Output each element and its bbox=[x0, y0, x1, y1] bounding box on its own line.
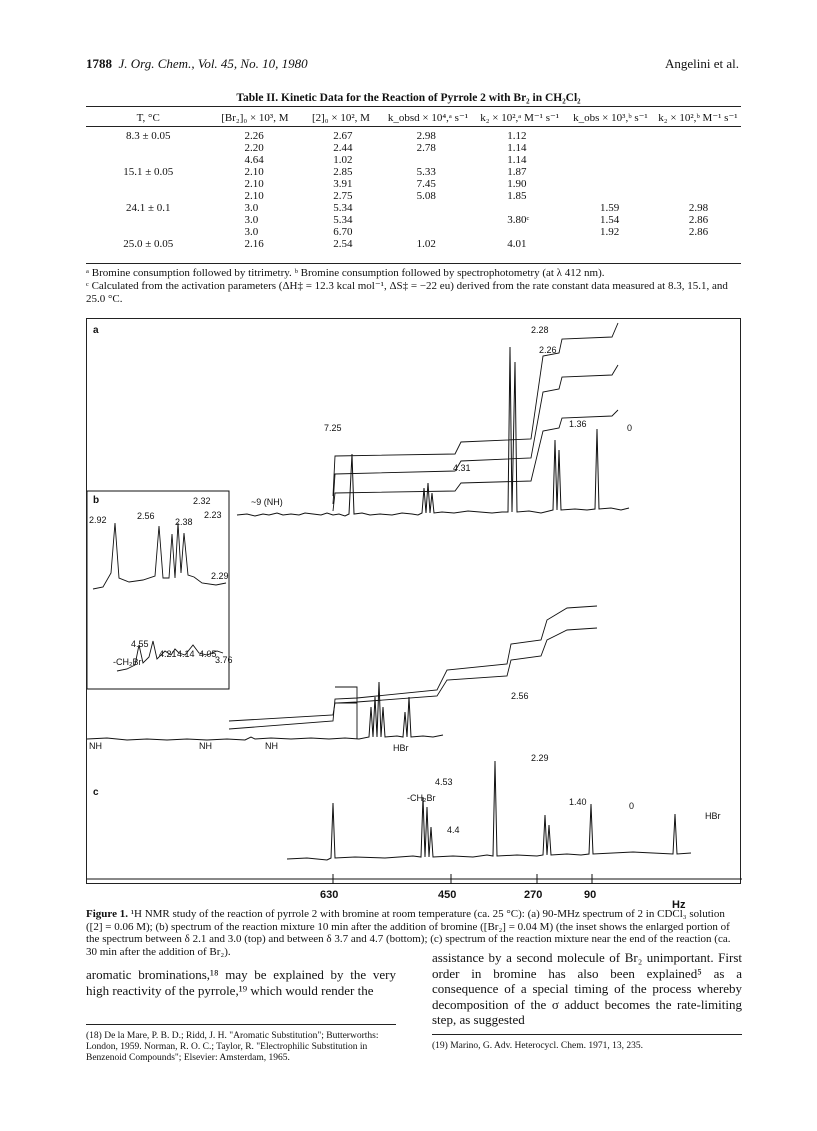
table-cell bbox=[655, 142, 741, 154]
table-cell: 1.14 bbox=[507, 154, 527, 166]
nmr-figure bbox=[86, 318, 741, 884]
table-cell bbox=[566, 142, 655, 154]
table-cell: 1.90 bbox=[507, 178, 527, 190]
table-cell: 24.1 ± 0.1 bbox=[125, 202, 171, 214]
table-cell: 25.0 ± 0.05 bbox=[123, 238, 174, 250]
table-cell: 3.80ᶜ bbox=[507, 214, 530, 226]
integral-b-2 bbox=[229, 628, 597, 721]
peak-label-a: 7.25 bbox=[324, 423, 342, 433]
table-row bbox=[86, 202, 741, 214]
marker-b: NH bbox=[265, 741, 278, 751]
integral-b-1 bbox=[229, 606, 597, 729]
table-cell: 1.14 bbox=[507, 142, 527, 154]
table-row bbox=[86, 178, 741, 190]
table-cell: 8.3 ± 0.05 bbox=[125, 130, 171, 142]
table-cell: 1.85 bbox=[507, 190, 527, 202]
marker-b: NH bbox=[199, 741, 212, 751]
peak-label-a: 2.28 bbox=[531, 325, 549, 335]
inset-peak: 3.76 bbox=[215, 655, 233, 665]
table-footnote-a-b: ᵃ Bromine consumption followed by titrimetry. ᵇ Bromine consumption followed by spectrophotometry (at λ 412 nm). bbox=[86, 267, 605, 279]
table-cell bbox=[86, 214, 210, 226]
col-header: k₂ × 10²,ᵃ M⁻¹ s⁻¹ bbox=[480, 112, 560, 124]
col-header: T, °C bbox=[136, 112, 160, 124]
running-authors: Angelini et al. bbox=[664, 56, 739, 71]
col-header: [2]₀ × 10², M bbox=[311, 112, 370, 124]
x-tick-label: 450 bbox=[438, 889, 457, 901]
table-cell bbox=[566, 178, 655, 190]
inset-peak: 2.29 bbox=[211, 571, 229, 581]
table-cell bbox=[86, 154, 210, 166]
table-cell: 2.10 bbox=[244, 190, 264, 202]
table-cell: 2.54 bbox=[333, 238, 353, 250]
table-cell: 6.70 bbox=[333, 226, 353, 238]
marker-b: HBr bbox=[393, 743, 409, 753]
table-cell: 2.98 bbox=[688, 202, 709, 214]
table-cell: 2.10 bbox=[244, 178, 264, 190]
table-cell bbox=[86, 226, 210, 238]
table-cell: 2.10 bbox=[244, 166, 264, 178]
table-cell: 1.59 bbox=[600, 202, 620, 214]
figure-caption-text: ¹H NMR study of the reaction of pyrrole 2 with bromine at room temperature (ca. 25 °C): (a) 90-MHz spectrum of 2 in CDCl₃ solution ([2] = 0.06 M); (b) spectrum of the reaction mixture 10 min after the addition of bromine ([Br₂] = 0.04 M) (the inset shows the enlarged portion of the spectrum between δ 2.1 and 3.0 (top) and between δ 3.7 and 4.7 (bottom); (c) spectrum of the reaction mixture near the end of the reaction (ca. 30 min after the addition of Br₂). bbox=[86, 908, 731, 958]
table-row bbox=[86, 142, 741, 154]
table-row bbox=[86, 226, 741, 238]
peak-label-b: 2.56 bbox=[511, 691, 529, 701]
table-cell: 1.12 bbox=[507, 130, 527, 142]
table-cell: 1.02 bbox=[333, 154, 353, 166]
table-cell: 2.75 bbox=[333, 190, 353, 202]
marker-b: NH bbox=[89, 741, 102, 751]
table-cell bbox=[655, 190, 741, 202]
table-cell: 1.54 bbox=[600, 214, 620, 226]
table-cell bbox=[86, 190, 210, 202]
table-cell: 3.0 bbox=[244, 202, 259, 214]
table-cell bbox=[655, 238, 741, 250]
integral-b-step bbox=[335, 687, 357, 739]
inset-peak: 4.55 bbox=[131, 639, 149, 649]
table-cell bbox=[383, 226, 474, 238]
spectrum-b-baseline bbox=[87, 682, 443, 740]
table-cell: 2.78 bbox=[416, 142, 436, 154]
x-tick-label: 270 bbox=[524, 889, 543, 901]
table-cell: 2.44 bbox=[333, 142, 353, 154]
nmr-spectra-svg bbox=[87, 319, 742, 885]
inset-peak: 4.14 bbox=[177, 649, 195, 659]
body-text-right: assistance by a second molecule of Br₂ unimportant. First order in bromine has also been explained⁵ as a consequence of a special timing of the process whereby decomposition of the σ adduct becomes the rate-limiting step, as suggested bbox=[432, 950, 742, 1027]
table-row bbox=[86, 238, 741, 250]
inset-peak: 4.21 bbox=[159, 649, 177, 659]
table-header-row bbox=[86, 112, 741, 124]
inset-peak: 2.23 bbox=[204, 510, 222, 520]
peak-label-c: 0 bbox=[629, 801, 635, 811]
journal-citation: J. Org. Chem., Vol. 45, No. 10, 1980 bbox=[118, 56, 308, 71]
table-cell bbox=[566, 190, 655, 202]
table-cell: 2.20 bbox=[244, 142, 264, 154]
table-caption: Table II. Kinetic Data for the Reaction of Pyrrole 2 with Br₂ in CH₂Cl₂ bbox=[236, 92, 581, 104]
table-cell: 15.1 ± 0.05 bbox=[123, 166, 174, 178]
table-cell bbox=[566, 130, 655, 142]
table-cell: 2.98 bbox=[416, 130, 436, 142]
table-cell: 2.16 bbox=[244, 238, 264, 250]
page-number: 1788 bbox=[86, 56, 112, 71]
inset-peak: 2.32 bbox=[193, 496, 211, 506]
peak-label-a: 1.36 bbox=[569, 419, 587, 429]
peak-label-c: 1.40 bbox=[569, 797, 587, 807]
x-tick-label: 90 bbox=[584, 889, 597, 901]
peak-label-c: HBr bbox=[705, 811, 721, 821]
footnote-19: (19) Marino, G. Adv. Heterocycl. Chem. 1971, 13, 235. bbox=[432, 1034, 742, 1052]
table-cell bbox=[566, 238, 655, 250]
panel-a-label: a bbox=[93, 325, 99, 336]
body-text-left: aromatic brominations,¹⁸ may be explained by the very high reactivity of the pyrrole,¹⁹ which would render the bbox=[86, 967, 396, 998]
table-footnote-c: ᶜ Calculated from the activation parameters (ΔH‡ = 12.3 kcal mol⁻¹, ΔS‡ = −22 eu) derived from the rate constant data measured at 8.3, 15.1, and 25.0 °C. bbox=[86, 280, 728, 305]
table-cell: 3.91 bbox=[333, 178, 353, 190]
table-row bbox=[86, 214, 741, 226]
table-cell bbox=[383, 154, 474, 166]
table-cell bbox=[566, 166, 655, 178]
table-cell bbox=[566, 154, 655, 166]
running-header bbox=[86, 56, 308, 72]
table-row bbox=[86, 130, 741, 142]
table-cell: 3.0 bbox=[244, 226, 259, 238]
peak-label-a: 0 bbox=[627, 423, 633, 433]
inset-peak: 2.56 bbox=[137, 511, 155, 521]
table-cell: 2.26 bbox=[244, 130, 264, 142]
table-cell: 1.92 bbox=[600, 226, 620, 238]
table-cell bbox=[383, 202, 474, 214]
table-cell: 4.01 bbox=[507, 238, 527, 250]
x-tick-label: 630 bbox=[320, 889, 339, 901]
inset-peak: 4.05 bbox=[199, 649, 217, 659]
table-cell: 5.08 bbox=[416, 190, 436, 202]
table-cell bbox=[655, 130, 741, 142]
peak-label-b: 2.29 bbox=[531, 753, 549, 763]
inset-peak: 2.38 bbox=[175, 517, 193, 527]
table-cell bbox=[86, 178, 210, 190]
integral-a-1 bbox=[333, 323, 618, 496]
table-cell: 5.34 bbox=[333, 214, 353, 226]
figure-caption-head: Figure 1. bbox=[86, 908, 128, 920]
table-cell: 7.45 bbox=[416, 178, 436, 190]
table-cell: 5.33 bbox=[416, 166, 436, 178]
peak-label-a: 4.31 bbox=[453, 463, 471, 473]
peak-label-a: 2.26 bbox=[539, 345, 557, 355]
table-cell: 4.64 bbox=[244, 154, 264, 166]
table-cell bbox=[655, 166, 741, 178]
peak-label-c: -CH₂Br bbox=[407, 793, 436, 803]
integral-a-2 bbox=[333, 365, 618, 504]
col-header: k_obs × 10³,ᵇ s⁻¹ bbox=[573, 112, 648, 124]
table-cell bbox=[383, 214, 474, 226]
table-cell: 5.34 bbox=[333, 202, 353, 214]
table-bottom-rule bbox=[86, 263, 741, 264]
table-cell bbox=[473, 202, 566, 214]
col-header: k₂ × 10²,ᵇ M⁻¹ s⁻¹ bbox=[658, 112, 738, 124]
table-row bbox=[86, 166, 741, 178]
kinetic-data-table bbox=[86, 112, 741, 250]
table-cell: 1.02 bbox=[416, 238, 436, 250]
table-cell: 2.85 bbox=[333, 166, 353, 178]
table-cell: 3.0 bbox=[244, 214, 259, 226]
spectrum-a-baseline bbox=[237, 347, 629, 516]
table-cell: 1.87 bbox=[507, 166, 527, 178]
col-header: k_obsd × 10⁴,ᵃ s⁻¹ bbox=[387, 112, 469, 124]
peak-label-c: 4.4 bbox=[447, 825, 460, 835]
peak-label-c: 4.53 bbox=[435, 777, 453, 787]
table-cell bbox=[473, 226, 566, 238]
table-top-rule bbox=[86, 106, 741, 107]
table-row bbox=[86, 154, 741, 166]
footnote-18: (18) De la Mare, P. B. D.; Ridd, J. H. "Aromatic Substitution"; Butterworths: London, 1959. Norman, R. O. C.; Taylor, R. "Electrophilic Substitution in Benzenoid Compounds"; Elsevier: Amsterdam, 1965. bbox=[86, 1024, 396, 1064]
panel-b-label: b bbox=[93, 495, 100, 506]
table-cell: 2.86 bbox=[688, 226, 709, 238]
col-header: [Br₂]₀ × 10³, M bbox=[221, 112, 289, 124]
table-cell: 2.67 bbox=[333, 130, 353, 142]
table-row bbox=[86, 190, 741, 202]
x-axis-labels bbox=[86, 884, 741, 910]
x-unit-label: Hz bbox=[672, 899, 686, 910]
table-cell bbox=[655, 178, 741, 190]
nh-label: ~9 (NH) bbox=[251, 497, 283, 507]
inset-box bbox=[87, 491, 229, 689]
table-cell bbox=[655, 154, 741, 166]
table-cell: 2.86 bbox=[688, 214, 709, 226]
table-cell bbox=[86, 142, 210, 154]
inset-peak: 2.92 bbox=[89, 515, 107, 525]
inset-label: -CH₂Br bbox=[113, 657, 142, 667]
panel-c-label: c bbox=[93, 787, 99, 798]
